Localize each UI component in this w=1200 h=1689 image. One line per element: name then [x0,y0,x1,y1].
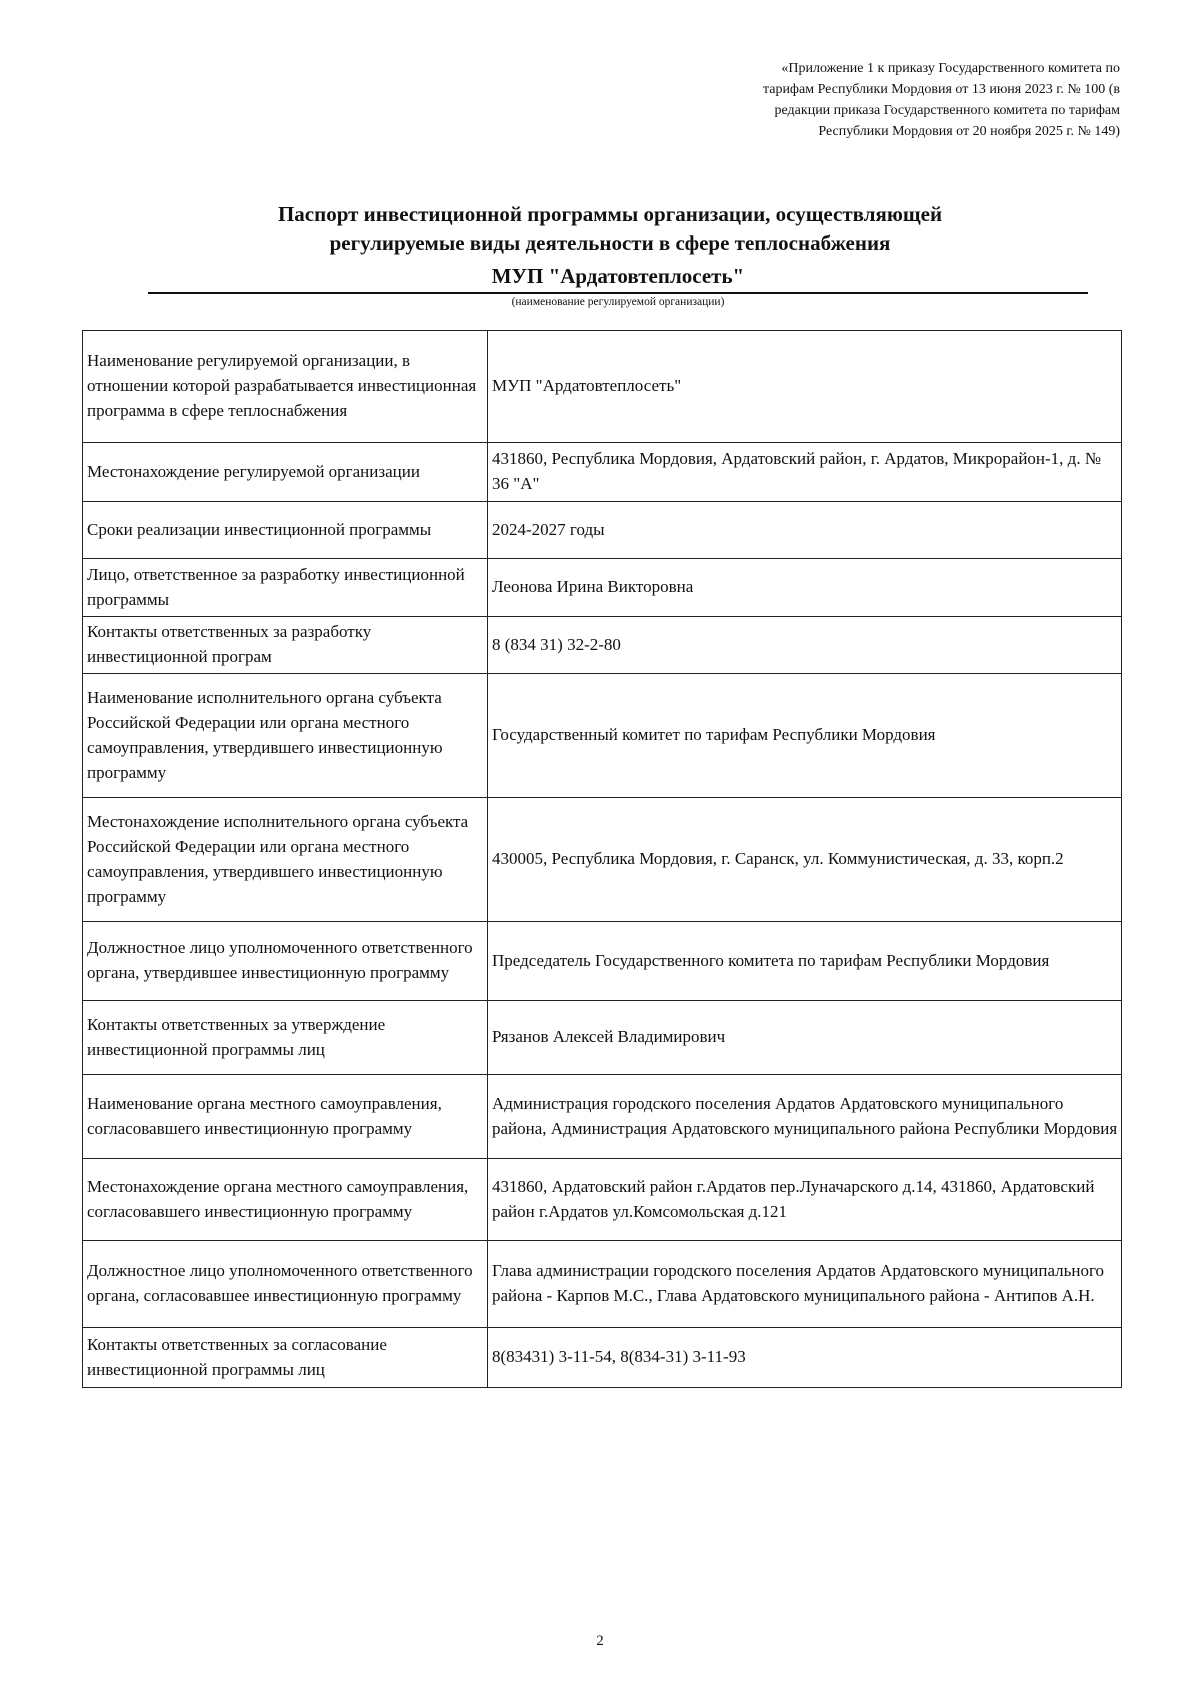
row-label: Наименование регулируемой организации, в отношении которой разрабатывается инвестиционная программа в сфере теплоснабжения [83,331,488,443]
row-label: Контакты ответственных за утверждение инвестиционной программы лиц [83,1001,488,1075]
annex-line: Республики Мордовия от 20 ноября 2025 г. № 149) [818,124,1120,139]
table-row [83,1075,1122,1159]
table-row [83,922,1122,1001]
row-label: Местонахождение органа местного самоуправления, согласовавшего инвестиционную программу [83,1159,488,1241]
annex-reference [650,58,1120,142]
table-row [83,674,1122,798]
row-label: Местонахождение исполнительного органа субъекта Российской Федерации или органа местного самоуправления, утвердившего инвестиционную программу [83,798,488,922]
row-value: 431860, Республика Мордовия, Ардатовский район, г. Ардатов, Микрорайон-1, д. № 36 "А" [488,443,1122,502]
row-value: Администрация городского поселения Ардатов Ардатовского муниципального района, Администрация Ардатовского муниципального района Республики Мордовия [488,1075,1122,1159]
table-row [83,559,1122,617]
title-line: Паспорт инвестиционной программы организации, осуществляющей [277,202,943,226]
organization-caption: (наименование регулируемой организации) [511,296,725,308]
annex-line: редакции приказа Государственного комитета по тарифам [774,103,1120,118]
row-value: Председатель Государственного комитета по тарифам Республики Мордовия [488,922,1122,1001]
row-value: МУП "Ардатовтеплосеть" [488,331,1122,443]
row-label: Наименование органа местного самоуправления, согласовавшего инвестиционную программу [83,1075,488,1159]
table-row [83,1001,1122,1075]
table-row [83,1241,1122,1328]
title-line: регулируемые виды деятельности в сфере теплоснабжения [329,231,891,255]
table-row [83,1159,1122,1241]
table-row [83,798,1122,922]
row-value: 2024-2027 годы [488,502,1122,559]
row-label: Наименование исполнительного органа субъекта Российской Федерации или органа местного самоуправления, утвердившего инвестиционную программу [83,674,488,798]
row-value: Леонова Ирина Викторовна [488,559,1122,617]
table-row [83,502,1122,559]
row-label: Контакты ответственных за разработку инвестиционной програм [83,617,488,674]
row-label: Должностное лицо уполномоченного ответственного органа, утвердившее инвестиционную программу [83,922,488,1001]
document-title [110,200,1110,258]
row-value: 431860, Ардатовский район г.Ардатов пер.Луначарского д.14, 431860, Ардатовский район г.Ардатов ул.Комсомольская д.121 [488,1159,1122,1241]
table-row [83,1328,1122,1388]
table-row [83,617,1122,674]
row-label: Лицо, ответственное за разработку инвестиционной программы [83,559,488,617]
row-value: Глава администрации городского поселения Ардатов Ардатовского муниципального района - Карпов М.С., Глава Ардатовского муниципального района - Антипов А.Н. [488,1241,1122,1328]
annex-line: тарифам Республики Мордовия от 13 июня 2023 г. № 100 (в [762,82,1120,97]
row-label: Должностное лицо уполномоченного ответственного органа, согласовавшее инвестиционную программу [83,1241,488,1328]
row-value: 8 (834 31) 32-2-80 [488,617,1122,674]
page-number: 2 [596,1633,604,1649]
annex-line: «Приложение 1 к приказу Государственного комитета по [781,61,1120,76]
row-value: Государственный комитет по тарифам Республики Мордовия [488,674,1122,798]
table-row [83,331,1122,443]
table-row [83,443,1122,502]
row-label: Местонахождение регулируемой организации [83,443,488,502]
organization-name: МУП "Ардатовтеплосеть" [148,262,1088,294]
row-label: Контакты ответственных за согласование инвестиционной программы лиц [83,1328,488,1388]
row-value: Рязанов Алексей Владимирович [488,1001,1122,1075]
row-label: Сроки реализации инвестиционной программы [83,502,488,559]
row-value: 8(83431) 3-11-54, 8(834-31) 3-11-93 [488,1328,1122,1388]
row-value: 430005, Республика Мордовия, г. Саранск, ул. Коммунистическая, д. 33, корп.2 [488,798,1122,922]
passport-table [82,330,1122,1388]
